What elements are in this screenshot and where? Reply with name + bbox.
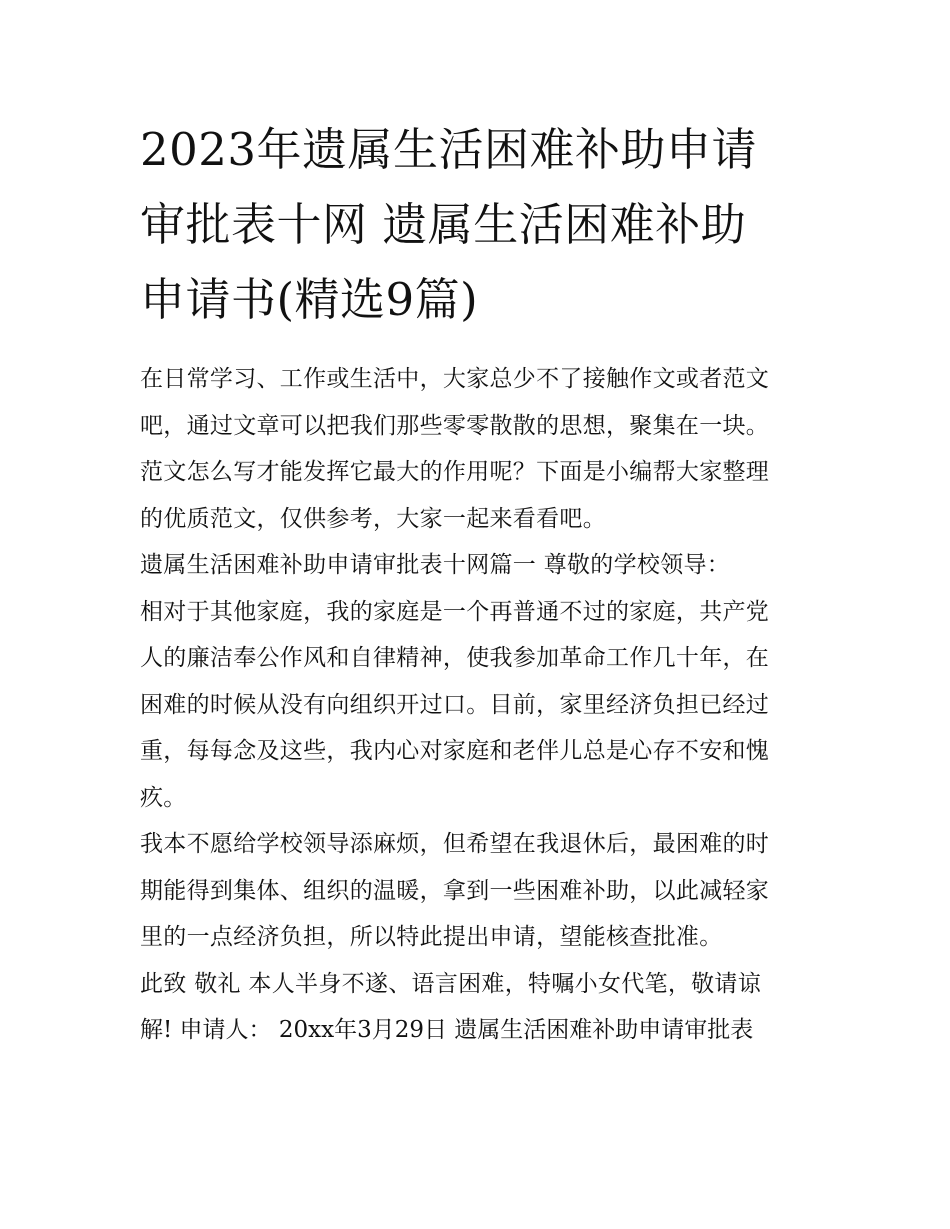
- body-line-7: 人的廉洁奉公作风和自律精神，使我参加革命工作几十年，在: [140, 645, 770, 671]
- body-line-9: 重，每每念及这些，我内心对家庭和老伴儿总是心存不安和愧: [140, 738, 770, 764]
- body-line-6: 相对于其他家庭，我的家庭是一个再普通不过的家庭，共产党: [140, 598, 770, 625]
- body-line-10: 疚。: [140, 784, 187, 811]
- body-line-12: 期能得到集体、组织的温暖，拿到一些困难补助，以此减轻家: [140, 877, 770, 904]
- body-line-13: 里的一点经济负担，所以特此提出申请，望能核查批准。: [140, 924, 723, 950]
- body-line-1: 在日常学习、工作或生活中，大家总少不了接触作文或者范文: [140, 366, 770, 392]
- body-line-8: 困难的时候从没有向组织开过口。目前，家里经济负担已经过: [140, 691, 770, 718]
- body-line-2: 吧，通过文章可以把我们那些零零散散的思想，聚集在一块。: [140, 412, 770, 439]
- document-body: [140, 356, 820, 1054]
- title-line-2: 审批表十网 遗属生活困难补助: [140, 198, 747, 251]
- body-line-3: 范文怎么写才能发挥它最大的作用呢？下面是小编帮大家整理: [140, 459, 770, 485]
- body-line-4: 的优质范文，仅供参考，大家一起来看看吧。: [140, 505, 606, 532]
- title-line-1: 2023年遗属生活困难补助申请: [140, 123, 758, 176]
- document-title: [140, 112, 820, 337]
- body-line-14: 此致 敬礼 本人半身不遂、语言困难，特嘱小女代笔，敬请谅: [140, 970, 762, 997]
- title-line-3: 申请书(精选9篇): [140, 273, 479, 326]
- body-line-11: 我本不愿给学校领导添麻烦，但希望在我退休后，最困难的时: [140, 831, 770, 857]
- body-line-5: 遗属生活困难补助申请审批表十网篇一 尊敬的学校领导：: [140, 552, 731, 578]
- body-line-15: 解! 申请人： 20xx年3月29日 遗属生活困难补助申请审批表: [140, 1017, 754, 1043]
